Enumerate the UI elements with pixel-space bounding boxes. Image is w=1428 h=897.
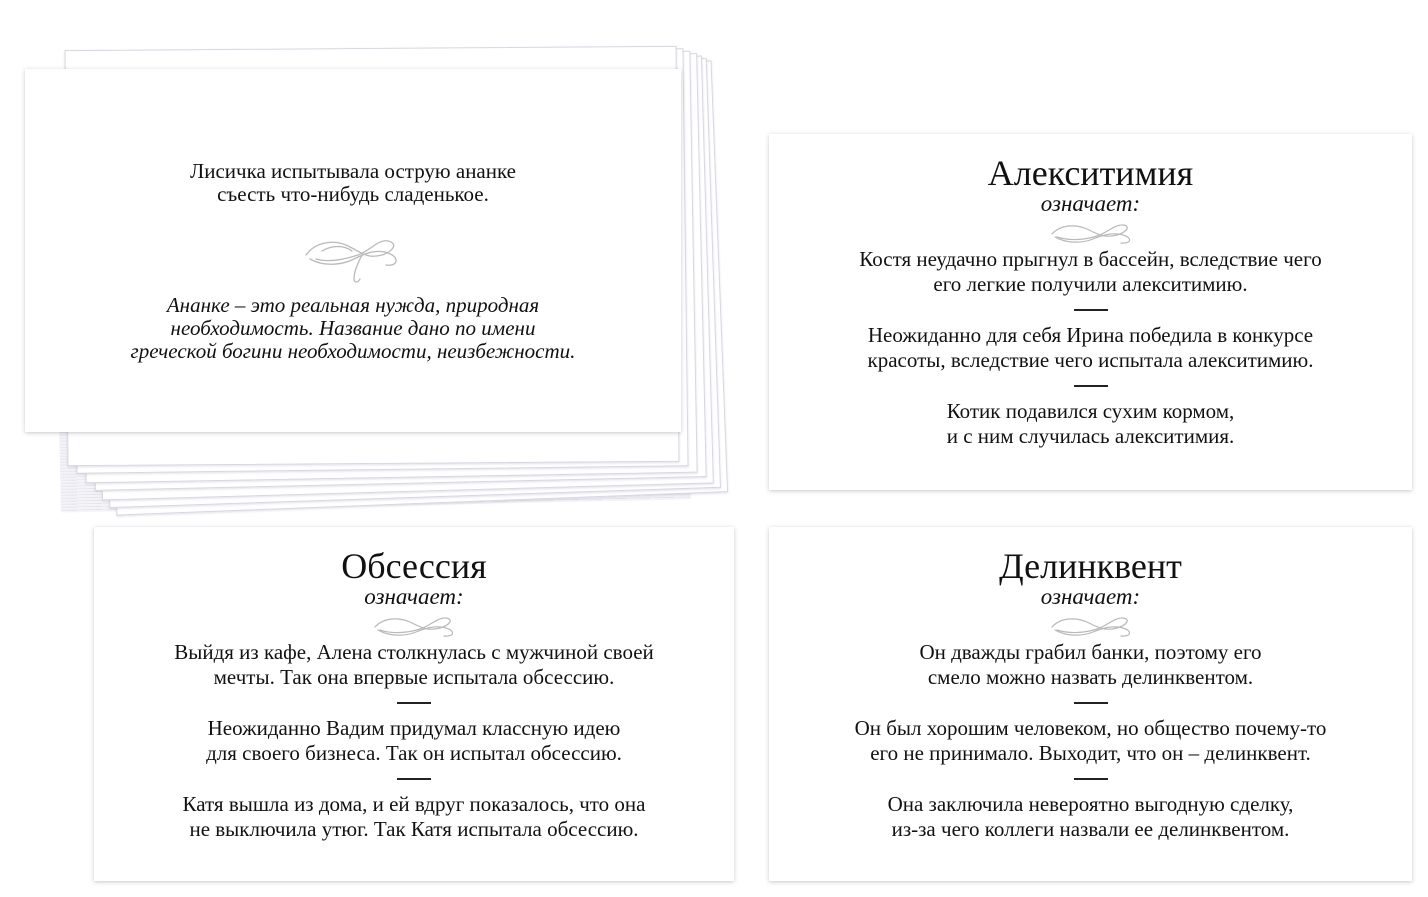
front-card xyxy=(25,69,681,432)
card-example-line: из-за чего коллеги назвали ее делинквентом. xyxy=(891,817,1290,841)
card-example xyxy=(769,640,1412,690)
card-example xyxy=(769,716,1412,766)
example-divider xyxy=(1074,309,1108,311)
example-divider xyxy=(1074,702,1108,704)
card-example xyxy=(769,247,1412,297)
front-card-definition-line: греческой богини необходимости, неизбежности. xyxy=(130,339,576,363)
card-example xyxy=(94,792,734,842)
card-example-line: его легкие получили алекситимию. xyxy=(933,272,1248,296)
front-card-usage xyxy=(25,160,681,206)
front-card-definition-line: Ананке – это реальная нужда, природная xyxy=(166,293,540,317)
card-title: Делинквент xyxy=(999,546,1182,586)
card-example-line: Он был хорошим человеком, но общество почему-то xyxy=(854,716,1327,740)
card-example-line: Выйдя из кафе, Алена столкнулась с мужчиной своей xyxy=(174,640,654,664)
card-example-line: мечты. Так она впервые испытала обсессию. xyxy=(213,665,615,689)
card-example-line: Она заключила невероятно выгодную сделку, xyxy=(887,792,1294,816)
card-example xyxy=(769,323,1412,373)
card-example-line: Он дважды грабил банки, поэтому его xyxy=(919,640,1262,664)
example-divider xyxy=(1074,778,1108,780)
front-card-usage-line: Лисичка испытывала острую ананке xyxy=(189,159,516,183)
card-obsession xyxy=(94,527,734,881)
card-example-line: Неожиданно Вадим придумал классную идею xyxy=(207,716,621,740)
card-example xyxy=(94,716,734,766)
card-subtitle: означает: xyxy=(1040,584,1141,609)
example-divider xyxy=(1074,385,1108,387)
card-title: Алекситимия xyxy=(987,153,1194,193)
card-delinquent xyxy=(769,527,1412,881)
card-example-line: Котик подавился сухим кормом, xyxy=(946,399,1235,423)
card-example-line: Костя неудачно прыгнул в бассейн, вследствие чего xyxy=(859,247,1322,271)
card-alexithymia xyxy=(769,134,1412,490)
front-card-definition-line: необходимость. Название дано по имени xyxy=(170,316,536,340)
decorative-flourish-icon xyxy=(372,614,456,640)
decorative-flourish-icon xyxy=(302,233,404,285)
card-example-line: красоты, вследствие чего испытала алекситимию. xyxy=(867,348,1314,372)
card-example-line: смело можно назвать делинквентом. xyxy=(927,665,1254,689)
card-subtitle: означает: xyxy=(364,584,464,609)
example-divider xyxy=(397,702,431,704)
front-card-usage-line: съесть что-нибудь сладенькое. xyxy=(217,182,489,206)
decorative-flourish-icon xyxy=(1049,614,1133,640)
card-example-line: и с ним случилась алекситимия. xyxy=(946,424,1235,448)
example-divider xyxy=(397,778,431,780)
card-example-line: для своего бизнеса. Так он испытал обсессию. xyxy=(206,741,622,765)
card-example xyxy=(769,792,1412,842)
card-example xyxy=(94,640,734,690)
decorative-flourish-icon xyxy=(1049,221,1133,247)
front-card-definition xyxy=(25,294,681,363)
card-example-line: не выключила утюг. Так Катя испытала обсессию. xyxy=(189,817,639,841)
card-subtitle: означает: xyxy=(1040,191,1141,216)
card-example-line: Неожиданно для себя Ирина победила в конкурсе xyxy=(867,323,1314,347)
card-example xyxy=(769,399,1412,449)
card-example-line: Катя вышла из дома, и ей вдруг показалось, что она xyxy=(182,792,646,816)
card-example-line: его не принимало. Выходит, что он – делинквент. xyxy=(870,741,1311,765)
card-title: Обсессия xyxy=(341,546,487,586)
